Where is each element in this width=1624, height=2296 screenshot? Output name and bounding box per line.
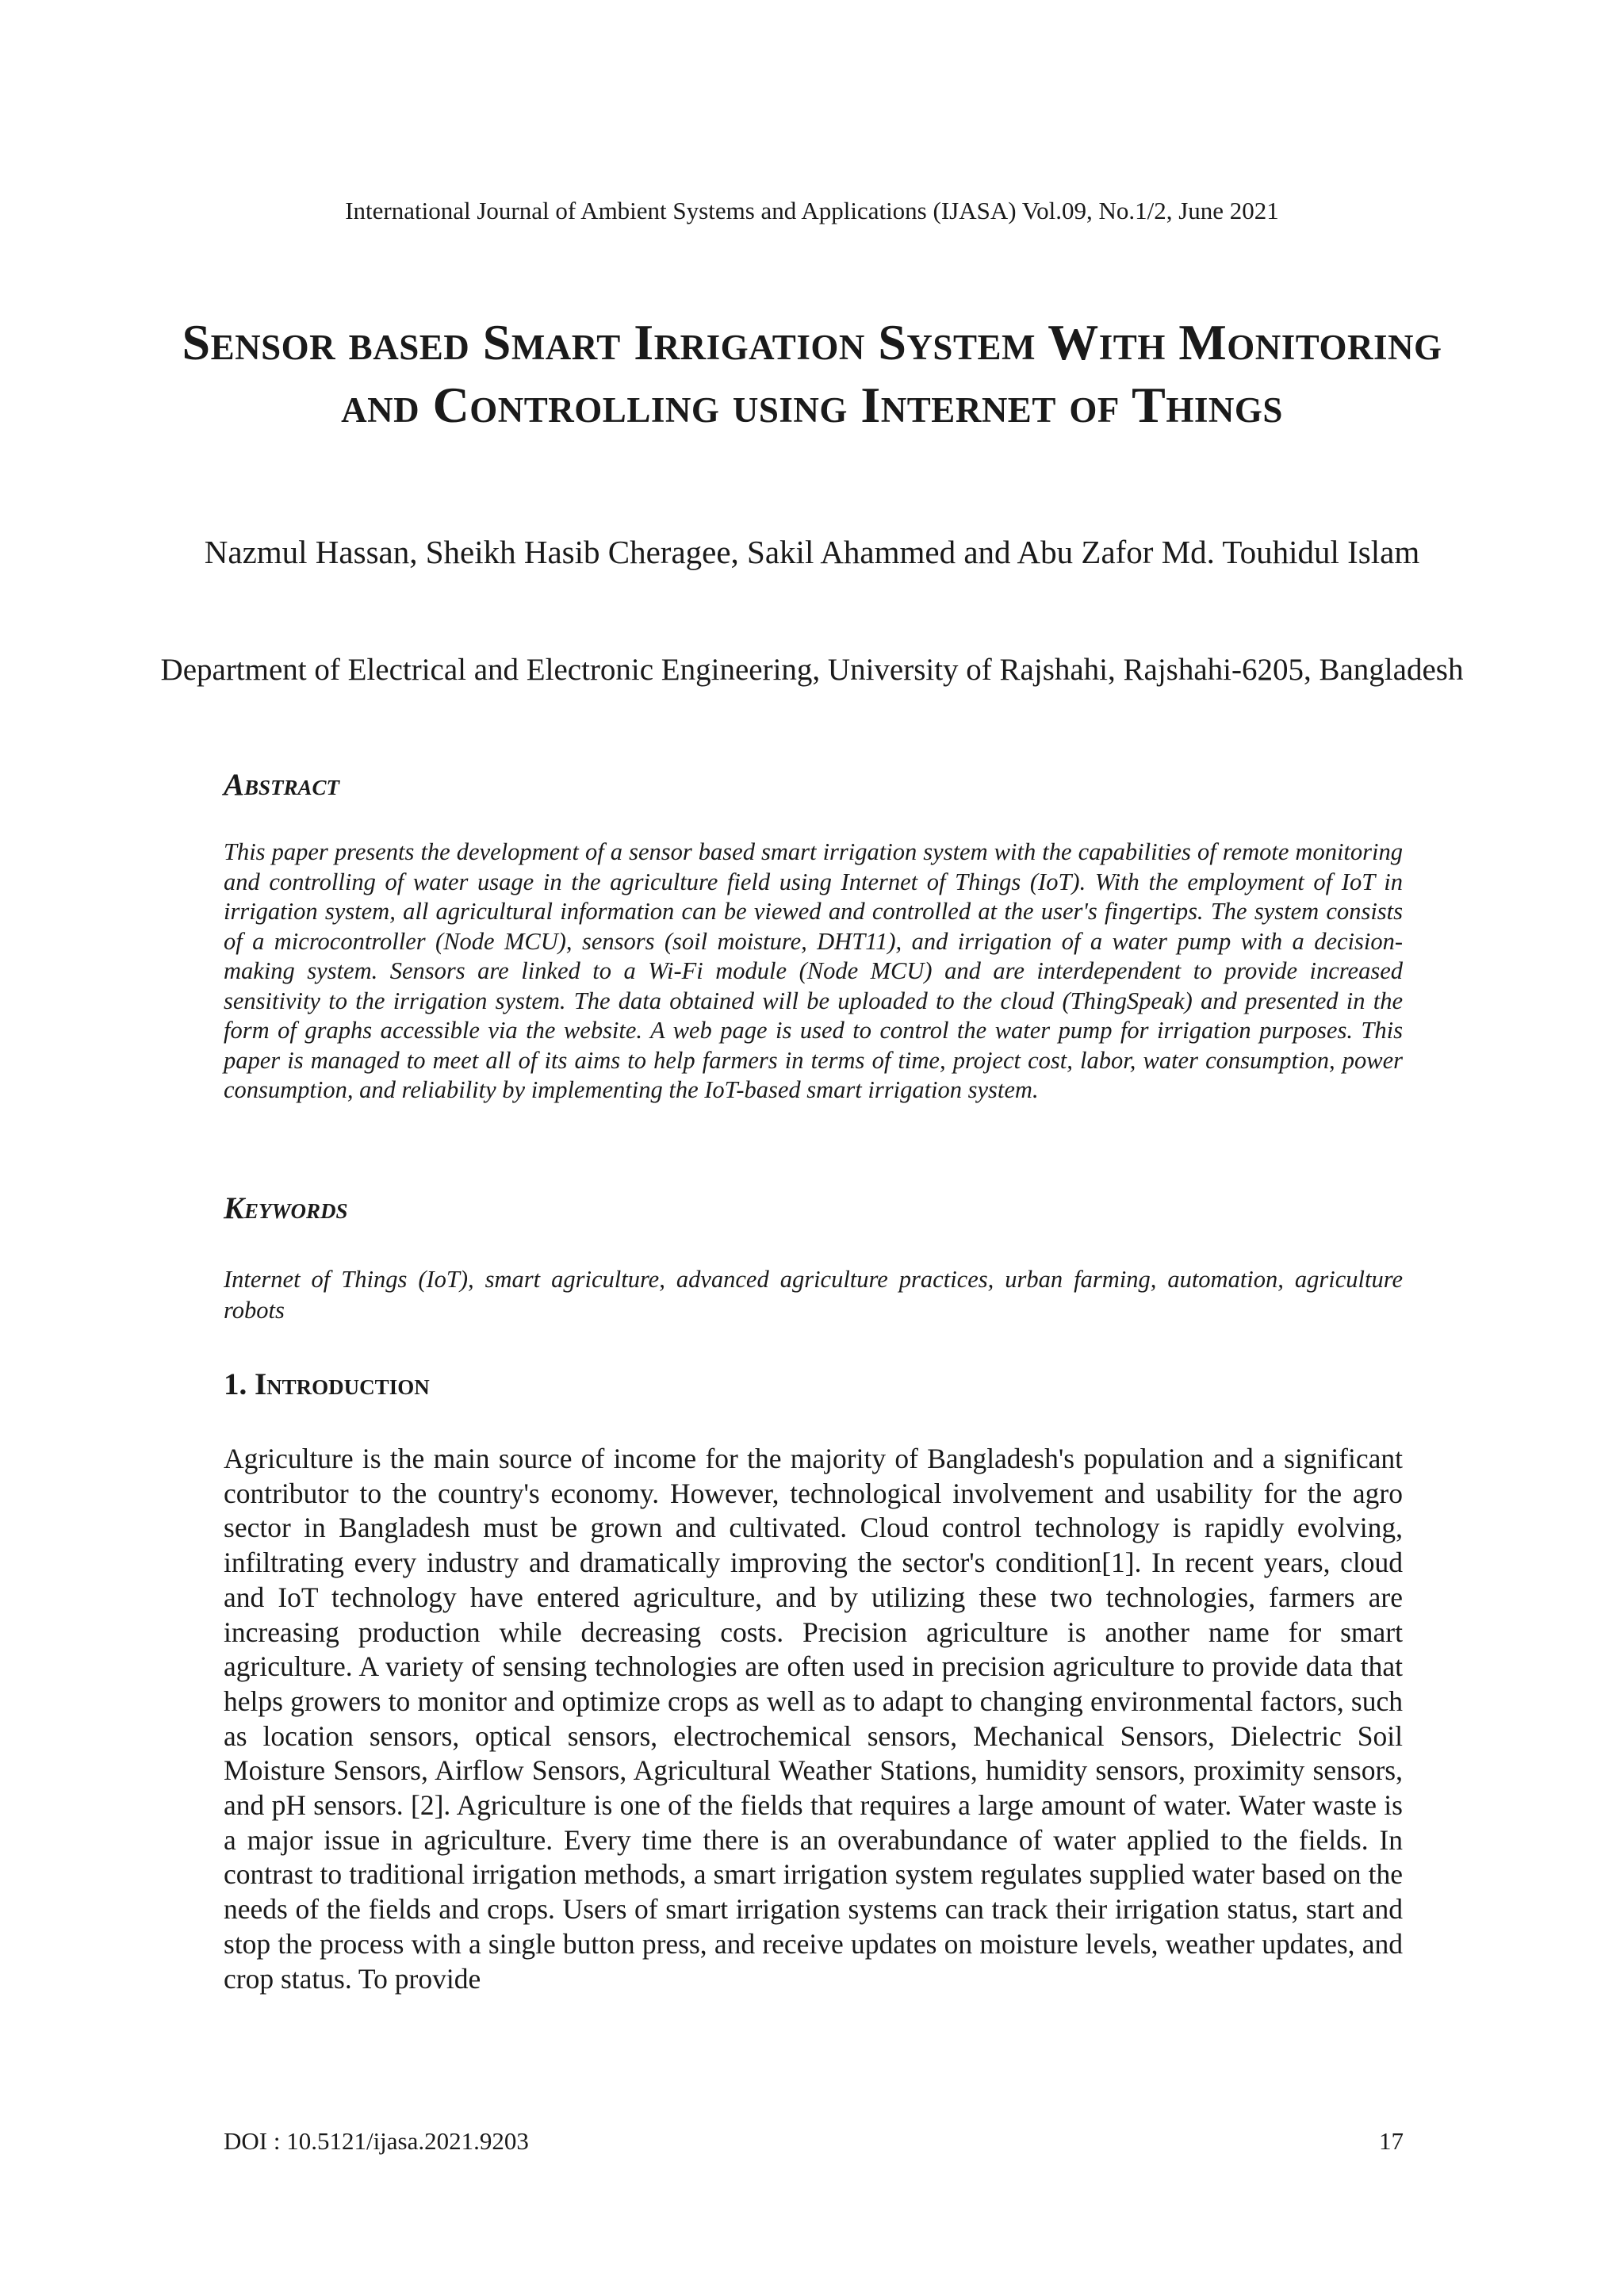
running-header: International Journal of Ambient Systems and Applications (IJASA) Vol.09, No.1/2, June 2021 — [345, 197, 1279, 224]
abstract-heading: Abstract — [224, 768, 340, 802]
author-affiliation: Department of Electrical and Electronic Engineering, University of Rajshahi, Rajshahi-6205, Bangladesh — [160, 653, 1464, 687]
introduction-heading: 1. Introduction — [224, 1367, 430, 1401]
page-number: 17 — [1379, 2127, 1404, 2155]
doi-footer: DOI : 10.5121/ijasa.2021.9203 — [224, 2127, 529, 2155]
keywords-text: Internet of Things (IoT), smart agriculture, advanced agriculture practices, urban farming, automation, agriculture robots — [224, 1266, 1403, 1324]
paper-title: Sensor based Smart Irrigation System With Monitoring and Controlling using Internet of Things — [182, 314, 1442, 433]
keywords-heading: Keywords — [224, 1191, 348, 1225]
author-list: Nazmul Hassan, Sheikh Hasib Cheragee, Sakil Ahammed and Abu Zafor Md. Touhidul Islam — [204, 534, 1420, 570]
introduction-text: Agriculture is the main source of income for the majority of Bangladesh's population and a significant contributor to the country's economy. However, technological involvement and usability for the agro sector in Bangladesh must be grown and cultivated. Cloud control technology is rapidly evolving, infiltrating every industry and dramatically improving the sector's condition[1]. In recent years, cloud and IoT technology have entered agriculture, and by utilizing these two technologies, farmers are increasing production while decreasing costs. Precision agriculture is another name for smart agriculture. A variety of sensing technologies are often used in precision agriculture to provide data that helps growers to monitor and optimize crops as well as to adapt to changing environmental factors, such as location sensors, optical sensors, electrochemical sensors, Mechanical Sensors, Dielectric Soil Moisture Sensors, Airflow Sensors, Agricultural Weather Stations, humidity sensors, proximity sensors, and pH sensors. [2]. Agriculture is one of the fields that requires a large amount of water. Water waste is a major issue in agriculture. Every time there is an overabundance of water applied to the fields. In contrast to traditional irrigation methods, a smart irrigation system regulates supplied water based on the needs of the fields and crops. Users of smart irrigation systems can track their irrigation status, start and stop the process with a single button press, and receive updates on moisture levels, weather updates, and crop status. To provide — [224, 1443, 1403, 1995]
abstract-text: This paper presents the development of a sensor based smart irrigation system with the capabilities of remote monitoring and controlling of water usage in the agriculture field using Internet of Things (IoT). With the employment of IoT in irrigation system, all agricultural information can be viewed and controlled at the user's fingertips. The system consists of a microcontroller (Node MCU), sensors (soil moisture, DHT11), and irrigation of a water pump with a decision-making system. Sensors are linked to a Wi-Fi module (Node MCU) and are interdependent to provide increased sensitivity to the irrigation system. The data obtained will be uploaded to the cloud (ThingSpeak) and presented in the form of graphs accessible via the website. A web page is used to control the water pump for irrigation purposes. This paper is managed to meet all of its aims to help farmers in terms of time, project cost, labor, water consumption, power consumption, and reliability by implementing the IoT-based smart irrigation system. — [224, 838, 1403, 1103]
